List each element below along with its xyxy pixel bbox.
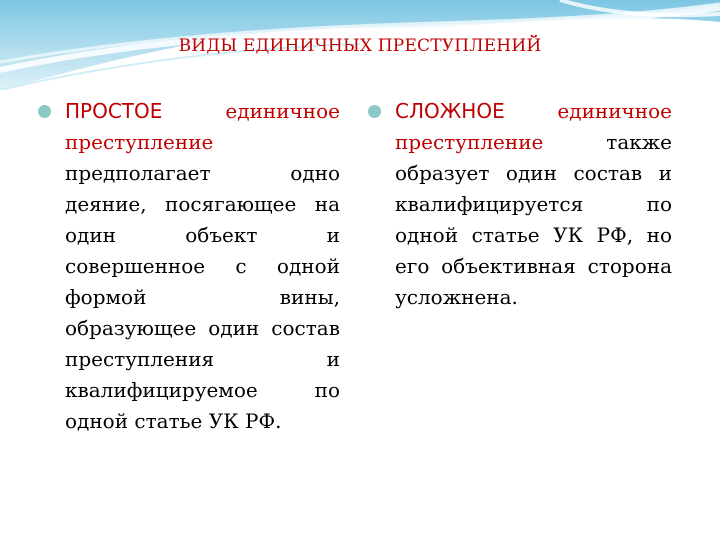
right-paragraph [395, 96, 672, 313]
left-column-simple [38, 96, 340, 437]
term-simple-rest: единичное преступление [65, 99, 340, 154]
left-paragraph [65, 96, 340, 437]
term-simple-caps: ПРОСТОЕ [65, 99, 163, 123]
term-complex-caps: СЛОЖНОЕ [395, 99, 505, 123]
right-body-text: также образует один состав и квалифицируется по одной статье УК РФ, но его объективная сторона усложнена. [395, 130, 672, 309]
right-column-complex [368, 96, 672, 313]
bullet-icon [38, 105, 51, 118]
slide-title: ВИДЫ ЕДИНИЧНЫХ ПРЕСТУПЛЕНИЙ [178, 36, 542, 56]
bullet-icon [368, 105, 381, 118]
term-complex-rest: единичное преступление [395, 99, 672, 154]
left-body-text: предполагает одно деяние, посягающее на один объект и совершенное с одной формой вины, образующее один состав преступления и квалифицируемое по одной статье УК РФ. [65, 161, 340, 433]
